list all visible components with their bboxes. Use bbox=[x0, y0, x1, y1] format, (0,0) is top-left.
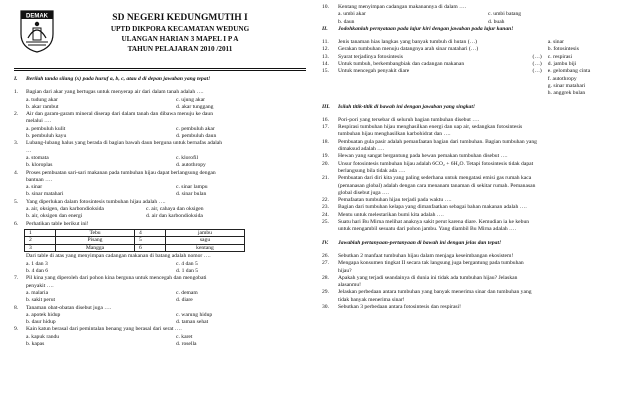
matching-item bbox=[322, 76, 627, 83]
essay-item bbox=[322, 275, 627, 290]
question-text: Mengapa konsumen tingkat II secara tak langsung juga bergantung pada tumbuhan bbox=[338, 260, 524, 267]
answer-choice: g. sinar matahari bbox=[547, 82, 586, 89]
essay-item bbox=[322, 289, 627, 304]
item-number: 23. bbox=[322, 204, 329, 211]
question-text: (pemanasan global) adalah dengan cara menanam tanaman di sekitar rumah. Pemanasan bbox=[338, 182, 536, 189]
question-7: 7. Pil kina yang diperoleh dari pohon kina berguna untuk mencegah dan mengobati penyakit …. a. malaria c. demam b. sakit perut d. diare bbox=[14, 275, 207, 304]
option[interactable]: c. pembuluh akar bbox=[176, 125, 215, 132]
answer-choice: b. fotosintesis bbox=[547, 46, 579, 53]
exam-header bbox=[14, 4, 306, 76]
matching-item bbox=[322, 46, 627, 53]
statement-text: Untuk tumbuh, berkembangbiak dan cadangan makanan bbox=[338, 61, 465, 68]
option[interactable]: b. kapas bbox=[26, 341, 45, 347]
item-number: 13. bbox=[322, 53, 329, 60]
option[interactable]: d. akar tunggang bbox=[176, 103, 214, 110]
essay-item bbox=[322, 260, 627, 275]
option[interactable]: d. pembuluh daun bbox=[176, 133, 217, 140]
option[interactable]: c. warung hidup bbox=[176, 311, 213, 318]
option[interactable]: b. akar rambut bbox=[26, 103, 59, 110]
matching-item bbox=[322, 39, 627, 46]
left-column bbox=[14, 4, 306, 348]
question-text: Bagian dari tumbuhan kelapa yang dimanfaatkan sebagai bahan makanan adalah …. bbox=[338, 204, 527, 211]
short-answer-item bbox=[322, 175, 627, 197]
short-answer-item bbox=[322, 117, 627, 124]
short-answer-item bbox=[322, 161, 627, 176]
matching-item bbox=[322, 68, 627, 75]
statement-text: Syarat terjadinya fotosintesis bbox=[338, 53, 403, 60]
item-number: 16. bbox=[322, 116, 329, 123]
option[interactable]: d. autothropy bbox=[176, 162, 206, 169]
option[interactable]: a. tudung akar bbox=[26, 96, 58, 103]
question-text: tumbuhan hijau menghasilkan karbohidrat dan …. bbox=[338, 131, 451, 138]
item-number: 11. bbox=[322, 39, 329, 46]
item-number: 18. bbox=[322, 138, 329, 145]
question-text: global disebut juga …. bbox=[338, 189, 389, 196]
short-answer-list bbox=[322, 117, 627, 234]
answer-choice: h. anggrek bulan bbox=[547, 90, 586, 97]
option[interactable]: d. buah bbox=[488, 18, 505, 25]
question-text: berlangsung bila tidak ada …. bbox=[338, 167, 406, 174]
essay-item bbox=[322, 304, 627, 311]
question-text: Suatu hari Bu Mirna melihat anaknya sakit perut karena diare. Kemudian ia ke kebun bbox=[338, 219, 530, 226]
matching-list bbox=[322, 39, 627, 97]
essay-item bbox=[322, 253, 627, 260]
option[interactable]: c. klorofil bbox=[176, 154, 199, 161]
short-answer-item bbox=[322, 139, 627, 154]
table-row: 2 Pisang 5 sagu bbox=[25, 237, 245, 245]
right-column bbox=[322, 4, 627, 311]
option[interactable]: b. kloroplas bbox=[26, 162, 53, 169]
table-row: 1 Tebu 4 jambu bbox=[25, 229, 245, 237]
short-answer-item bbox=[322, 197, 627, 204]
section-4-title: IV. Jawablah pertanyaan-pertanyaan di bawah ini dengan jelas dan tepat! bbox=[322, 239, 502, 246]
option[interactable]: c. karet bbox=[176, 333, 193, 340]
answer-blank: (…) bbox=[532, 61, 542, 68]
matching-item bbox=[322, 90, 627, 97]
item-number: 17. bbox=[322, 124, 329, 131]
option[interactable]: d. diare bbox=[176, 297, 193, 304]
short-answer-item bbox=[322, 153, 627, 160]
plant-table bbox=[24, 229, 245, 253]
option[interactable]: a. apotek hidup bbox=[26, 311, 61, 318]
section-2-title: II. Jodohkanlah pernyataan pada lajur kiri dengan jawaban pada lajur kanan! bbox=[322, 25, 514, 32]
answer-choice: e. gelombang cinta bbox=[547, 68, 591, 75]
school-name: SD NEGERI KEDUNGMUTIH I bbox=[112, 13, 248, 23]
option[interactable]: c. demam bbox=[176, 289, 198, 296]
exam-title: ULANGAN HARIAN 3 MAPEL I P A bbox=[121, 35, 239, 43]
option[interactable]: a. stomata bbox=[26, 154, 49, 161]
item-number: 25. bbox=[322, 219, 329, 226]
question-8: 8. Tanaman obat-obatan disebut juga …. a. apotek hidup c. warung hidup b. daur hidup d. taman sehat bbox=[14, 304, 213, 326]
statement-text: Untuk mencegah penyakit diare bbox=[338, 68, 410, 75]
question-text: tidak banyak menerima sinar! bbox=[338, 296, 405, 303]
item-number: 12. bbox=[322, 46, 329, 53]
question-text: alasanmu! bbox=[338, 282, 361, 289]
header-text bbox=[64, 12, 296, 54]
question-text: Hewan yang sangat bergantung pada hewan pemakan tumbuhan disebut …. bbox=[338, 153, 508, 160]
question-text: Sebutkan 2 manfaat tumbuhan hijau dalam menjaga keseimbangan ekosistem! bbox=[338, 252, 514, 259]
question-3: 3. Lubang-lubang halus yang berada di bagian bawah daun berguna untuk bernafas adalah … a. stomata c. klorofil b. kloroplas d. autothropy bbox=[14, 140, 223, 169]
item-number: 22. bbox=[322, 197, 329, 204]
answer-choice: d. jambu biji bbox=[547, 61, 577, 68]
question-text: Sebutkan 3 perbedaan antara fotosintesis dan respirasi! bbox=[338, 303, 462, 310]
option[interactable]: d. air dan karbondioksida bbox=[146, 213, 203, 220]
svg-text:DEMAK: DEMAK bbox=[26, 13, 48, 20]
short-answer-item bbox=[322, 212, 627, 219]
item-number: 19. bbox=[322, 153, 329, 160]
question-9: 9. Kain katun berasal dari pemintalan benang yang berasal dari serat …. a. kapuk randu c. karet b. kapas d. rosella bbox=[14, 326, 197, 347]
option[interactable]: d. 1 dan 5 bbox=[176, 268, 199, 275]
option[interactable]: a. air, oksigen, dan karbondioksida bbox=[26, 206, 104, 213]
question-text: dimaksud adalah …. bbox=[338, 146, 385, 153]
option[interactable]: b. 4 dan 6 bbox=[26, 268, 49, 275]
question-text: untuk mengambil sesuatu dari pohon jambu. Yang diambil Bu Mirna adalah …. bbox=[338, 226, 517, 233]
office-name: UPTD DIKPORA KECAMATAN WEDUNG bbox=[110, 25, 250, 33]
option[interactable]: c. umbi batang bbox=[488, 11, 522, 18]
question-text: Pembuatan gula pasir adalah pemanfaatan bagian dari tumbuhan. Bagian tumbuhan yang bbox=[338, 138, 537, 145]
question-text: Pori-pori yang tersebar di seluruh bagian tumbuhan disebut …. bbox=[338, 116, 480, 123]
option[interactable]: c. 4 dan 5 bbox=[176, 260, 198, 267]
short-answer-item bbox=[322, 204, 627, 211]
question-text: Mentu untuk melestarikan bumi kita adalah …. bbox=[338, 211, 444, 218]
item-number: 15. bbox=[322, 68, 329, 75]
answer-choice: c. respirasi bbox=[547, 53, 573, 60]
item-number: 24. bbox=[322, 211, 329, 218]
question-text: Jelaskan perbedaan antara tumbuhan yang banyak menerima sinar dan tumbuhan yang bbox=[338, 289, 532, 296]
option[interactable]: a. malaria bbox=[26, 289, 49, 296]
option[interactable]: b. sinar matahari bbox=[26, 191, 64, 198]
question-text: Unsur fotosintesis tumbuhan hijau adalah 6CO₂ + 6H₂O. Tetapi fotosintesis tidak dapat bbox=[338, 160, 534, 167]
item-number: 30. bbox=[322, 303, 329, 310]
answer-blank: (…) bbox=[532, 53, 542, 60]
matching-item bbox=[322, 54, 627, 61]
item-number: 21. bbox=[322, 175, 329, 182]
option[interactable]: d. rosella bbox=[176, 341, 197, 347]
section-3-title: III. Isilah titik-titik di bawah ini dengan jawaban yang singkat! bbox=[322, 103, 476, 110]
essay-list bbox=[322, 253, 627, 311]
question-2: 2. Air dan garam-garam mineral diserap dari dalam tanah dan dibawa menuju ke daun melalui …. a. pembuluh kulit c. pembuluh akar b. pembuluh kayu d. pembuluh daun bbox=[14, 111, 217, 140]
option[interactable]: b. daun bbox=[338, 18, 355, 25]
option[interactable]: b. pembuluh kayu bbox=[26, 133, 67, 140]
answer-blank: (…) bbox=[532, 68, 542, 75]
answer-choice: f. autothropy bbox=[547, 75, 577, 82]
option[interactable]: c. air, cahaya dan oksigen bbox=[146, 206, 204, 213]
school-logo bbox=[18, 8, 56, 54]
option[interactable]: b. sakit perut bbox=[26, 297, 56, 304]
item-number: 27. bbox=[322, 260, 329, 267]
option[interactable]: a. kapuk randu bbox=[26, 333, 60, 340]
statement-text: Gerakan tumbuhan menuju datangnya arah sinar matahari (…) bbox=[338, 46, 479, 53]
item-number: 29. bbox=[322, 289, 329, 296]
item-number: 20. bbox=[322, 160, 329, 167]
section-1-title: I. Berilah tanda silang (x) pada huruf a, b, c, atau d di depan jawaban yang tepat! bbox=[14, 76, 211, 82]
option[interactable]: c. ujung akar bbox=[176, 96, 206, 103]
school-year: TAHUN PELAJARAN 2010 /2011 bbox=[127, 45, 233, 53]
question-text: Apakah yang terjadi seandainya di dunia ini tidak ada tumbuhan hijau? Jelaskan bbox=[338, 274, 518, 281]
question-5: 5. Yang diperlukan dalam fotosintesis tumbuhan hijau adalah …. a. air, oksigen, dan karbondioksida c. air, cahaya dan oksigen b. air, oksigen dan energi d. air dan karbondioksida bbox=[14, 198, 204, 220]
matching-item bbox=[322, 83, 627, 90]
header-divider bbox=[14, 68, 306, 71]
question-4: 4. Proses pembuatan sari-sari makanan pada tumbuhan hijau dapat berlangsung dengan bantuan …. a. sinar c. sinar lampu b. sinar matahari d. sinar bulan bbox=[14, 169, 216, 198]
short-answer-item bbox=[322, 219, 627, 234]
question-1: 1. Bagian dari akar yang bertugas untuk menyerap air dari dalam tanah adalah …. a. tudung akar c. ujung akar b. akar rambut d. akar tunggang bbox=[14, 89, 214, 110]
question-10: 10. Kentang menyimpan cadangan makanannya di dalam …. a. umbi akar c. umbi batang b. daun d. buah bbox=[322, 4, 522, 25]
option[interactable]: a. 1 dan 3 bbox=[26, 260, 48, 267]
question-text: Pembuatan dari diri kita yang paling sederhana untuk mengatasi emisi gas rumah kaca bbox=[338, 175, 532, 182]
answer-choice: a. sinar bbox=[547, 39, 564, 46]
option[interactable]: a. umbi akar bbox=[338, 11, 366, 18]
short-answer-item bbox=[322, 124, 627, 139]
question-text: Pemafaatan tumbuhan hijau terjadi pada waktu …. bbox=[338, 197, 452, 204]
option[interactable]: b. air, oksigen dan energi bbox=[26, 213, 83, 220]
matching-item bbox=[322, 61, 627, 68]
option[interactable]: a. sinar bbox=[26, 184, 43, 191]
statement-text: Jenis tanaman hias langkas yang banyak tumbuh di hutan (…) bbox=[338, 39, 478, 46]
item-number: 14. bbox=[322, 61, 329, 68]
option[interactable]: c. sinar lampu bbox=[176, 184, 208, 191]
table-row: 3 Mangga 6 kentang bbox=[25, 244, 245, 252]
question-6: 6. Perhatikan table berikut ini! 1 Tebu 4 jambu 2 Pisang 5 sagu 3 Mangga 6 kentang Dari table di atas yang menyimpan cadangan makanan di batang adalah nomor …. a. 1 dan 3 c. 4 dan 5 b. 4 dan 6 d. 1 dan 5 bbox=[14, 221, 306, 276]
question-text: Respirasi tumbuhan hijau menghasilkan energi dan uap air, sedangkan fotosintesis bbox=[338, 124, 523, 131]
option[interactable]: d. sinar bulan bbox=[176, 191, 207, 198]
item-number: 28. bbox=[322, 274, 329, 281]
option[interactable]: d. taman sehat bbox=[176, 319, 209, 326]
option[interactable]: a. pembuluh kulit bbox=[26, 125, 66, 132]
option[interactable]: b. daur hidup bbox=[26, 319, 56, 326]
question-text: hijau? bbox=[338, 267, 352, 274]
item-number: 26. bbox=[322, 252, 329, 259]
